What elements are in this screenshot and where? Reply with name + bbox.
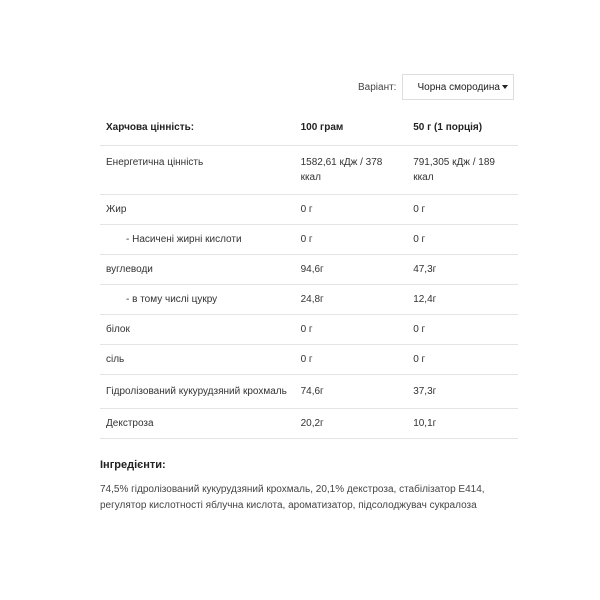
table-row [100,409,518,439]
value-per-serving: 0 г [407,225,518,255]
value-per-serving: 12,4г [407,285,518,315]
value-per-100g: 0 г [295,195,408,225]
nutrient-name: Гідролізований кукурудзяний крохмаль [100,375,295,409]
table-row [100,345,518,375]
value-per-100g: 20,2г [295,409,408,439]
value-per-serving: 0 г [407,195,518,225]
nutrient-name: вуглеводи [100,255,295,285]
ingredients-heading: Інгредієнти: [100,459,166,471]
column-header-per-serving: 50 г (1 порція) [407,112,518,146]
value-per-serving: 37,3г [407,375,518,409]
value-per-100g: 0 г [295,345,408,375]
nutrient-name: сіль [100,345,295,375]
nutrient-name: - в тому числі цукру [100,285,295,315]
table-row [100,375,518,409]
variant-selector [358,74,514,100]
value-per-100g: 1582,61 кДж / 378 ккал [295,146,408,195]
variant-label: Варіант: [358,81,397,93]
value-per-serving: 10,1г [407,409,518,439]
value-per-100g: 94,6г [295,255,408,285]
variant-selected-value: Чорна смородина [417,81,500,93]
nutrient-name: - Насичені жирні кислоти [100,225,295,255]
nutrition-header-row [100,112,518,146]
table-row [100,225,518,255]
value-per-100g: 0 г [295,315,408,345]
value-per-serving: 791,305 кДж / 189 ккал [407,146,518,195]
column-header-nutrient: Харчова цінність: [100,112,295,146]
nutrition-table [100,112,518,439]
value-per-serving: 0 г [407,315,518,345]
nutrient-name: Декстроза [100,409,295,439]
ingredients-text: 74,5% гідролізований кукурудзяний крохмаль, 20,1% декстроза, стабілізатор E414, регулятор кислотності яблучна кислота, ароматизатор, підсолоджувач сукралоза [100,484,485,511]
column-header-per-100g: 100 грам [295,112,408,146]
table-row [100,146,518,195]
value-per-100g: 0 г [295,225,408,255]
table-row [100,195,518,225]
nutrient-name: Жир [100,195,295,225]
nutrient-name: Енергетична цінність [100,146,295,195]
value-per-100g: 74,6г [295,375,408,409]
value-per-serving: 0 г [407,345,518,375]
chevron-down-icon [502,85,508,89]
value-per-serving: 47,3г [407,255,518,285]
nutrient-name: білок [100,315,295,345]
table-row [100,315,518,345]
table-row [100,285,518,315]
value-per-100g: 24,8г [295,285,408,315]
table-row [100,255,518,285]
variant-dropdown[interactable] [402,74,514,100]
